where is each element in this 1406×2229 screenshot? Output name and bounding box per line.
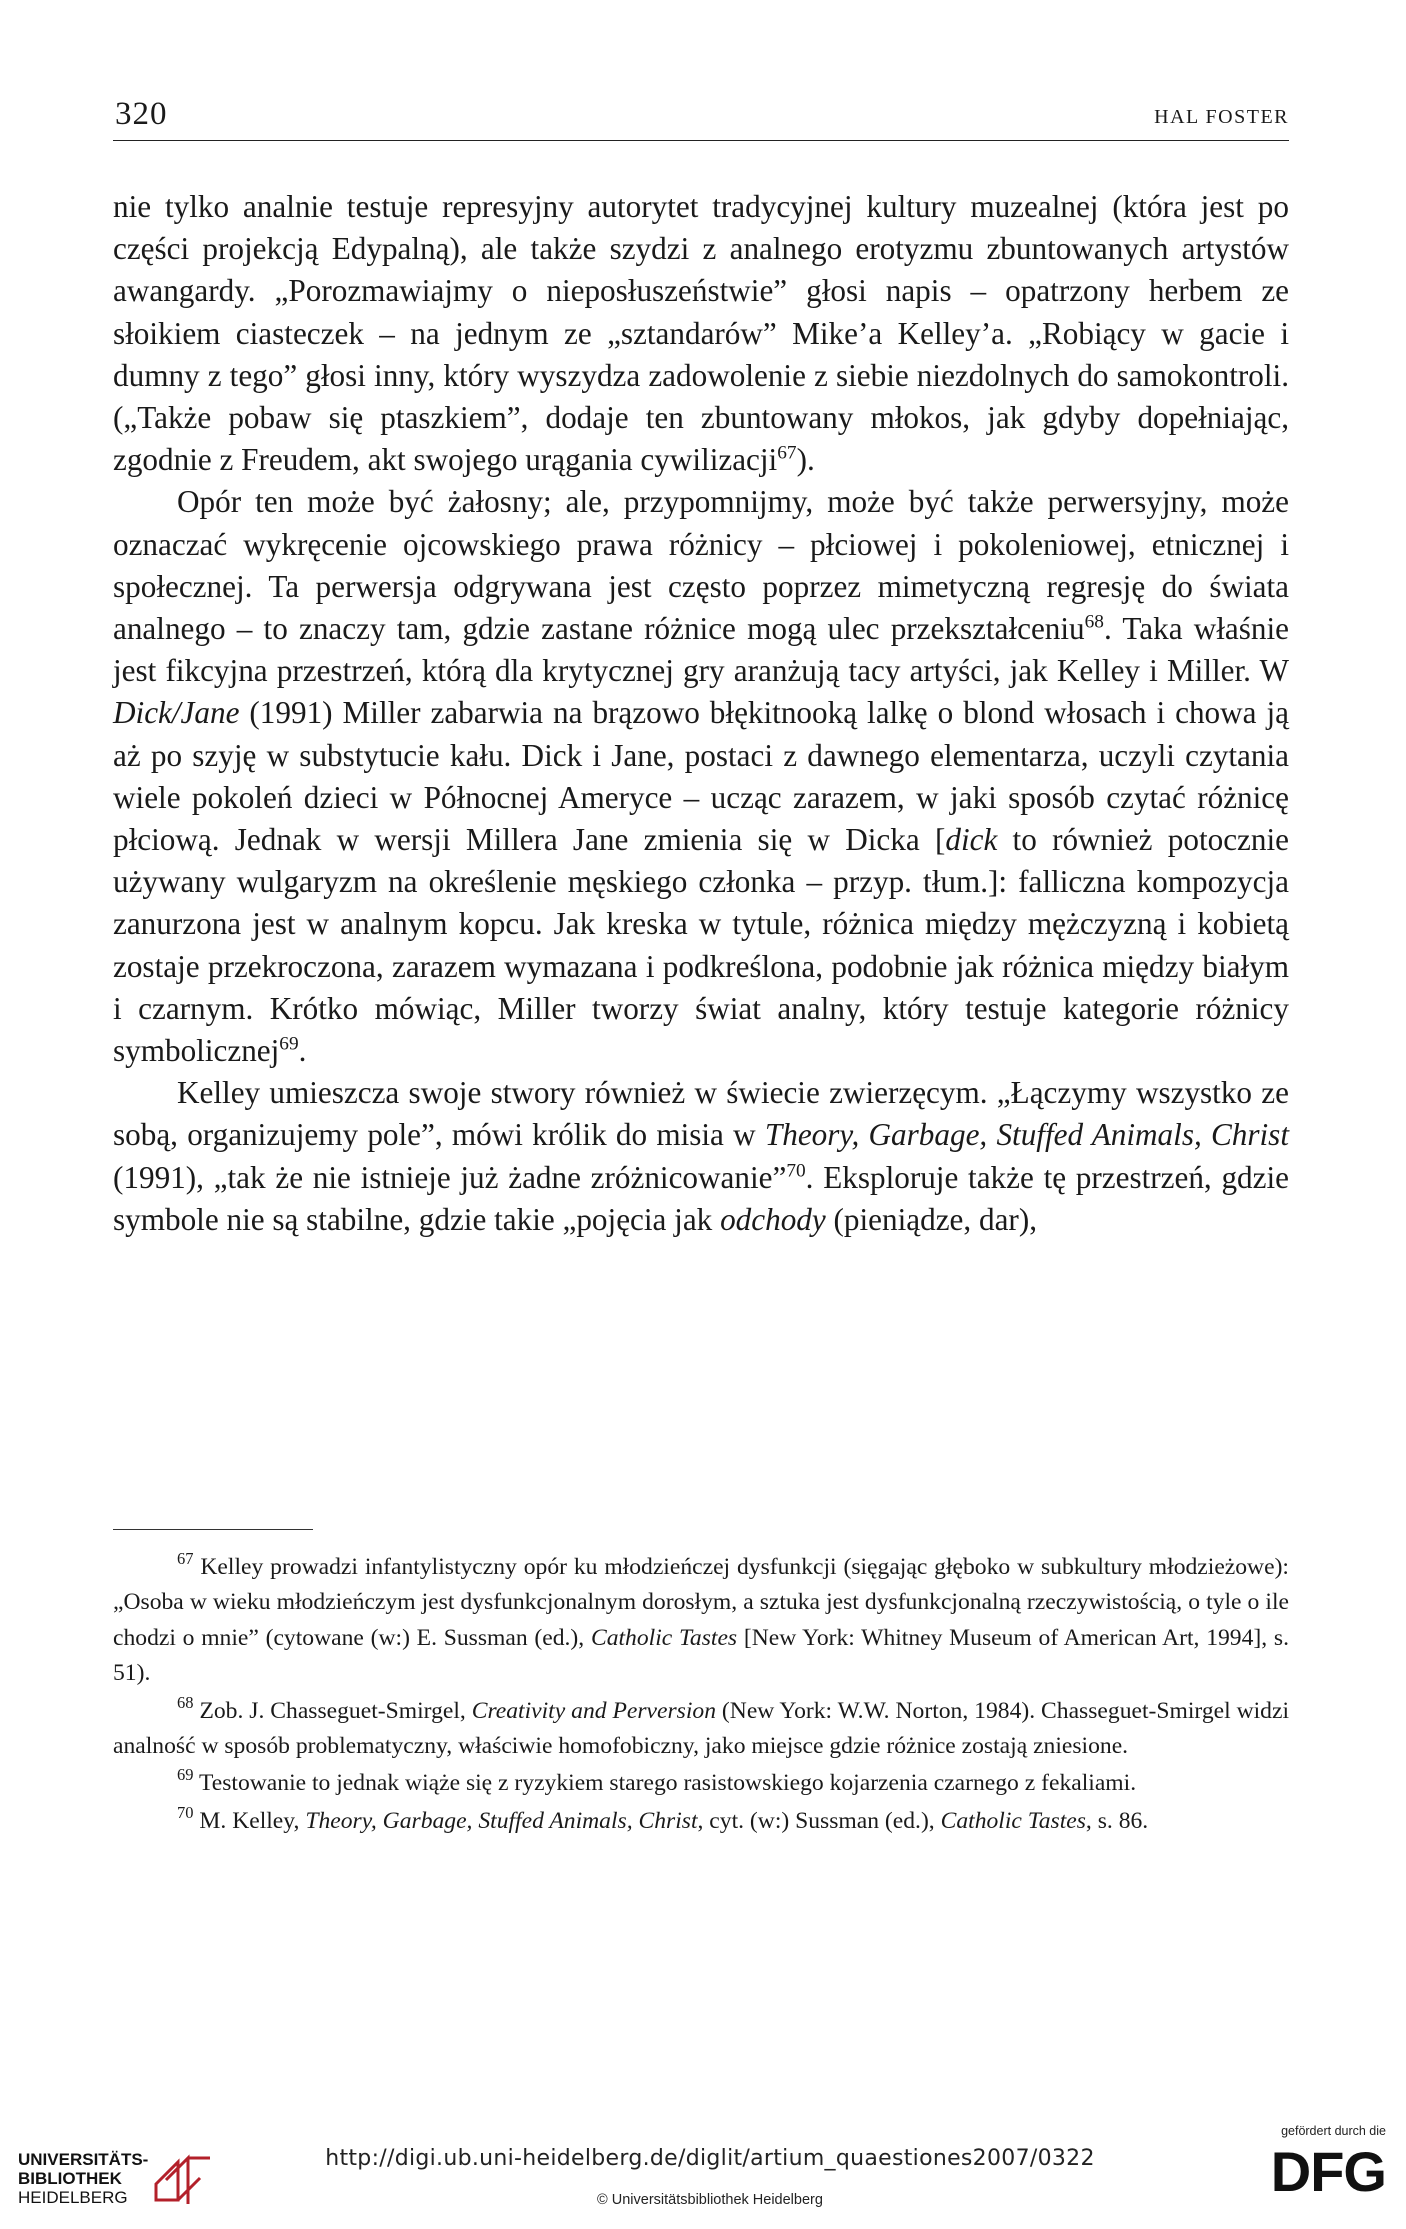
text-run: to również potocznie używany wulgaryzm na określenie męskiego członka – przyp. tłum.]: falliczna kompozycja zanurzona jest w analnym kopcu. Jak kreska w tytule, różnica między mężczyzną i kobietą zostaje przekroczona, zarazem wymazana i podkreślona, podobnie jak różnica między białym i czarnym. Krótko mówiąc, Miller tworzy świat analny, który testuje kategorie różnicy symbolicznej xyxy=(113,822,1289,1069)
text-run: Kelley umieszcza swoje stwory również w świecie zwierzęcym. „Łączymy wszystko ze sobą, organizujemy pole”, mówi królik do misia w xyxy=(113,1075,1289,1153)
text-run: (1991), „tak że nie istnieje już żadne zróżnicowanie” xyxy=(113,1159,787,1195)
text-run: [New York: Whitney Museum of American Art, 1994], s. 51). xyxy=(113,1624,1289,1687)
library-name-line: BIBLIOTHEK xyxy=(18,2169,122,2188)
text-run: , s. 86. xyxy=(1085,1807,1149,1834)
digitization-footer xyxy=(0,2118,1406,2229)
dfg-funding-logo[interactable] xyxy=(1246,2124,1386,2214)
footnote-ref-68[interactable]: 68 xyxy=(1084,611,1104,633)
footnote-69 xyxy=(113,1766,1289,1801)
library-logo[interactable] xyxy=(18,2134,228,2220)
text-run: M. Kelley, xyxy=(193,1807,306,1834)
text-run: (pieniądze, dar), xyxy=(825,1201,1037,1237)
text-run: (1991) Miller zabarwia na brązowo błękitnooką lalkę o blond włosach i chowa ją aż po szyję w substytucie kału. Dick i Jane, postaci z dawnego elementarza, uczyli czytania wiele pokoleń dzieci w Północnej Ameryce – ucząc zarazem, w jaki sposób czytać różnicę płciową. Jednak w wersji Millera Jane zmienia się w Dicka [ xyxy=(113,695,1289,858)
text-run: ). xyxy=(796,442,815,478)
copyright-notice: © Universitätsbibliothek Heidelberg xyxy=(597,2192,823,2208)
book-title: Catholic Tastes xyxy=(940,1807,1086,1834)
italic-term: dick xyxy=(945,822,998,858)
paragraph-3 xyxy=(113,1072,1289,1241)
text-run: , cyt. (w:) Sussman (ed.), xyxy=(697,1807,941,1834)
artwork-title: Dick/Jane xyxy=(113,695,240,731)
paragraph-1 xyxy=(113,186,1289,481)
text-run: nie tylko analnie testuje represyjny autorytet tradycyjnej kultury muzealnej (która jest po części projekcją Edypalną), ale także szydzi z analnego erotyzmu zbuntowanych artystów awangardy. „Porozmawiajmy o nieposłuszeństwie” głosi napis – opatrzony herbem ze słoikiem ciasteczek – na jednym ze „sztandarów” Mike’a Kelley’a. „Robiący w gacie i dumny z tego” głosi inny, który wyszydza zadowolenie z siebie niezdolnych do samokontroli. („Także pobaw się ptaszkiem”, dodaje ten zbuntowany młokos, jak gdyby dopełniając, zgodnie z Freudem, akt swojego urągania cywilizacji xyxy=(113,189,1289,478)
paragraph-2 xyxy=(113,481,1289,1072)
footnote-68 xyxy=(113,1694,1289,1765)
funding-caption: gefördert durch die xyxy=(1281,2124,1386,2138)
artwork-title: Theory, Garbage, Stuffed Animals, Christ xyxy=(305,1807,698,1834)
running-head: HAL FOSTER xyxy=(1154,106,1289,128)
text-run: Kelley prowadzi infantylistyczny opór ku młodzieńczej dysfunkcji (sięgając głęboko w subkultury młodzieżowe): „Osoba w wieku młodzieńczym jest dysfunkcjonalnym dorosłym, a sztuka jest dysfunkcjonalną rzeczywistością, o tyle o ile chodzi o mnie” (cytowane (w:) E. Sussman (ed.), xyxy=(113,1554,1289,1651)
footnote-67 xyxy=(113,1550,1289,1692)
footnote-number: 67 xyxy=(177,1549,194,1569)
dfg-logo-text: DFG xyxy=(1270,2140,1386,2203)
footnote-number: 70 xyxy=(177,1802,194,1822)
footnote-number: 68 xyxy=(177,1692,194,1712)
page-number: 320 xyxy=(115,96,168,132)
book-title: Catholic Tastes xyxy=(590,1624,738,1651)
text-run: Testowanie to jednak wiąże się z ryzykiem starego rasistowskiego kojarzenia czarnego z fekaliami. xyxy=(193,1770,1137,1797)
book-title: Creativity and Perversion xyxy=(471,1697,716,1724)
page-header xyxy=(113,92,1289,141)
library-name-line: HEIDELBERG xyxy=(18,2188,128,2207)
source-url-link[interactable]: http://digi.ub.uni-heidelberg.de/diglit/artium_quaestiones2007/0322 xyxy=(325,2146,1095,2171)
footnote-number: 69 xyxy=(177,1765,194,1785)
text-run: . Taka właśnie jest fikcyjna przestrzeń, którą dla krytycznej gry aranżują tacy artyści, jak Kelley i Miller. W xyxy=(113,611,1289,689)
footnote-ref-70[interactable]: 70 xyxy=(786,1160,806,1182)
text-run: (New York: W.W. Norton, 1984). Chasseguet-Smirgel widzi analność w sposób problematyczny, właściwie homofobiczny, jako miejsce gdzie różnice zostają zniesione. xyxy=(113,1697,1290,1760)
footnote-ref-67[interactable]: 67 xyxy=(777,442,797,464)
text-run: Zob. J. Chasseguet-Smirgel, xyxy=(193,1697,472,1724)
footnote-70 xyxy=(113,1804,1289,1839)
footnote-divider xyxy=(113,1529,313,1530)
footnote-ref-69[interactable]: 69 xyxy=(279,1033,299,1055)
text-run: . xyxy=(298,1033,307,1069)
main-text xyxy=(113,186,1289,1241)
text-run: Opór ten może być żałosny; ale, przypomnijmy, może być także perwersyjny, może oznaczać wykręcenie ojcowskiego prawa różnicy – płciowej i pokoleniowej, etnicznej i społecznej. Ta perwersja odgrywana jest często poprzez mimetyczną regresję do świata analnego – to znaczy tam, gdzie zastane różnice mogą ulec przekształceniu xyxy=(113,484,1289,647)
library-name xyxy=(18,2150,148,2207)
artwork-title: Theory, Garbage, Stuffed Animals, Christ xyxy=(764,1117,1289,1153)
library-name-line: UNIVERSITÄTS- xyxy=(18,2150,149,2169)
library-mark-icon xyxy=(148,2140,218,2210)
italic-term: odchody xyxy=(720,1201,826,1237)
footnotes xyxy=(113,1550,1289,1841)
text-run: . Eksploruje także tę przestrzeń, gdzie symbole nie są stabilne, gdzie takie „pojęcia jak xyxy=(113,1159,1289,1237)
